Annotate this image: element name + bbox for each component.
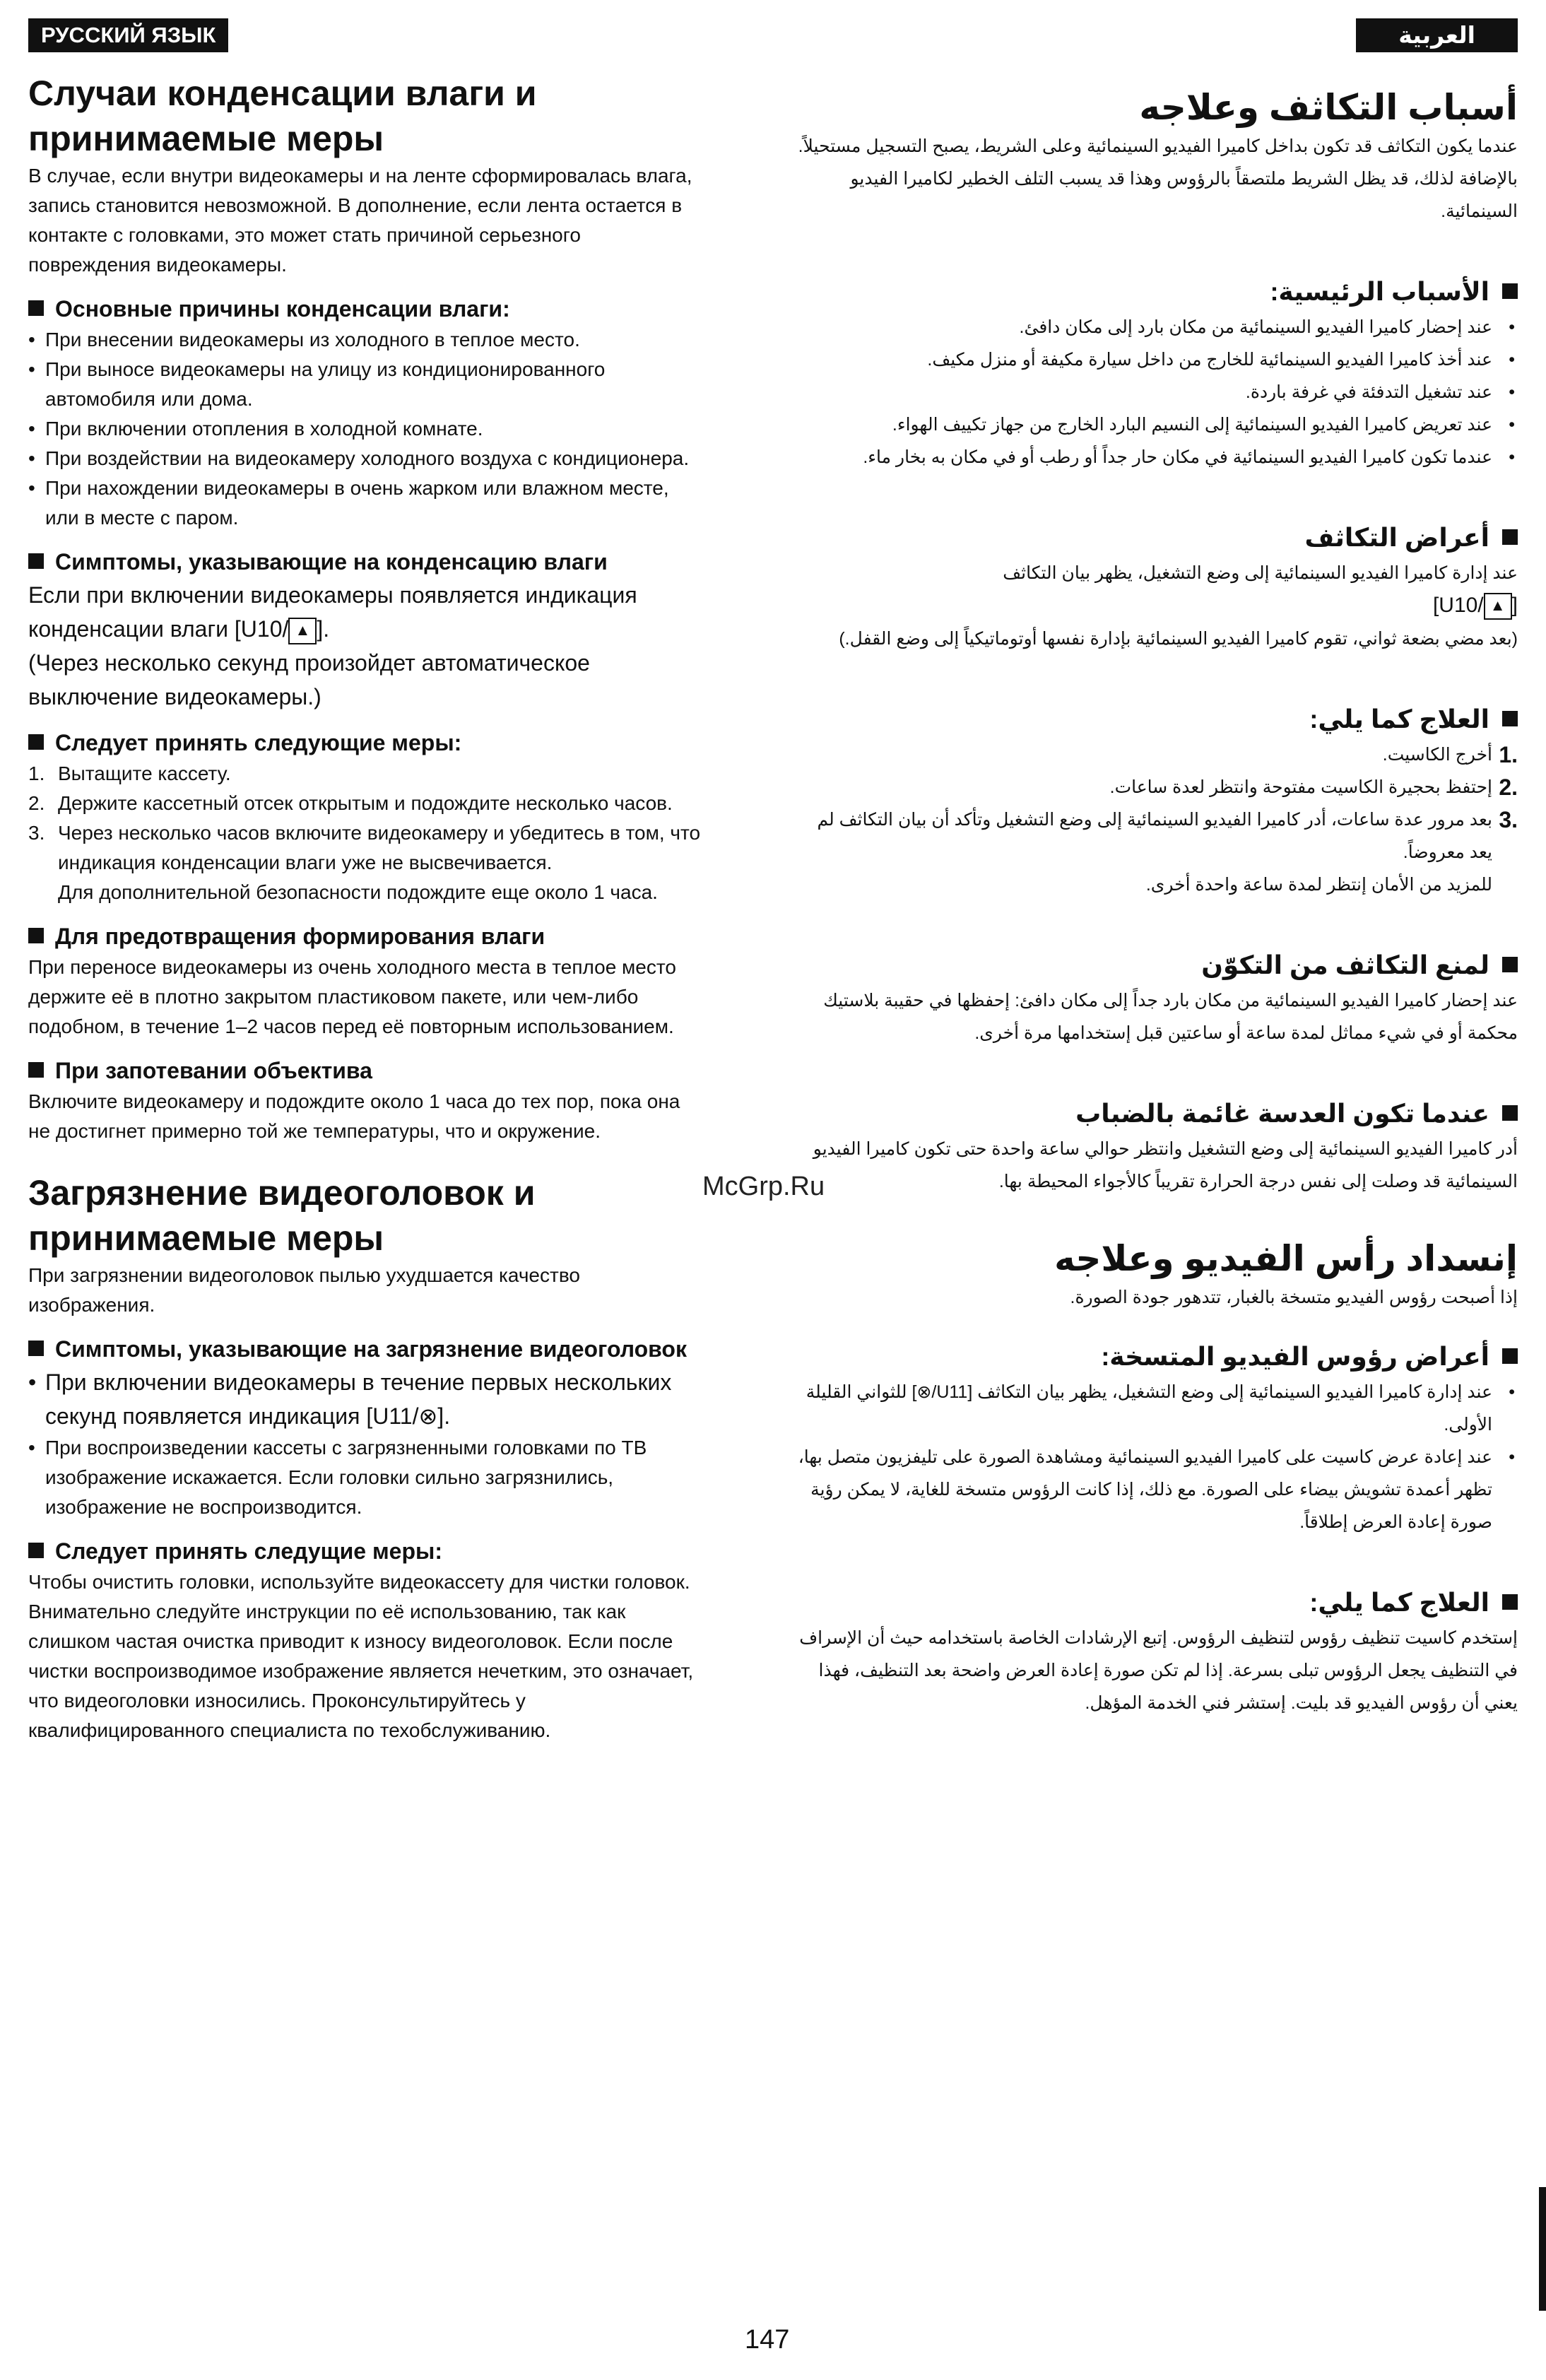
- bullet-square-icon: [28, 928, 44, 943]
- heads-measures-heading-ar: العلاج كما يلي:: [797, 1584, 1518, 1622]
- heads-measures-heading: Следует принять следущие меры:: [28, 1535, 707, 1567]
- section-title-condensation: Случаи конденсации влаги и принимаемые меры: [28, 73, 537, 158]
- bullet-square-icon: [1502, 1594, 1518, 1610]
- list-item: 3. Через несколько часов включите видеокамеру и убедитесь в том, что индикация конденсации влаги уже не высвечивается. Для дополнительной безопасности подождите еще около 1 часа.: [28, 822, 701, 903]
- heads-symptoms-heading: Симптомы, указывающие на загрязнение видеоголовок: [28, 1333, 707, 1365]
- page-number: 147: [745, 2325, 790, 2355]
- bullet-square-icon: [28, 1062, 44, 1078]
- bullet-square-icon: [1502, 529, 1518, 545]
- arabic-column: [797, 71, 1518, 1719]
- list-item: 1. Вытащите кассету.: [28, 762, 231, 784]
- language-tag-russian: РУССКИЙ ЯЗЫК: [28, 18, 228, 52]
- symptoms-note-ar: (بعد مضي بضعة ثواني، تقوم كاميرا الفيديو السينمائية بإدارة نفسها أوتوماتيكياً إلى وضع القفل.): [839, 629, 1518, 649]
- lens-fog-heading-ar: عندما تكون العدسة غائمة بالضباب: [797, 1095, 1518, 1133]
- symptoms-text: Если при включении видеокамеры появляется индикация конденсации влаги [U10/ ▲ ].: [28, 578, 707, 646]
- lens-fog-heading: При запотевании объектива: [28, 1054, 707, 1087]
- heads-symptoms-list-ar: [797, 1376, 1518, 1538]
- heads-measures-text-ar: إستخدم كاسيت تنظيف رؤوس لتنظيف الرؤوس. إتبع الإرشادات الخاصة باستخدامه حيث أن الإسراف في التنظيف يجعل الرؤوس تبلى بسرعة. إذا لم تكن صورة إعادة العرض واضحة بعد التنظيف، فهذا يعني أن رؤوس الفيديو قد بليت. إستشر فني الخدمة المؤهل.: [799, 1628, 1518, 1713]
- list-item: 2. إحتفظ بحجيرة الكاسيت مفتوحة وانتظر لعدة ساعات.: [1109, 774, 1518, 800]
- list-item: • عندما تكون كاميرا الفيديو السينمائية في مكان حار جداً أو رطب أو في مكان به بخار ماء.: [797, 441, 1518, 473]
- condensation-intro-ar: عندما يكون التكاثف قد تكون بداخل كاميرا الفيديو السينمائية وعلى الشريط، يصبح التسجيل مستحيلاً. بالإضافة لذلك، قد يظل الشريط ملتصقاً بالرؤوس وهذا قد يسبب التلف الخطير لكاميرا الفيديو السينمائية.: [798, 136, 1518, 221]
- heads-symptoms-heading-ar: أعراض رؤوس الفيديو المتسخة:: [797, 1338, 1518, 1376]
- russian-column: [28, 71, 707, 1745]
- language-tag-arabic: العربية: [1356, 18, 1518, 52]
- lens-fog-text: Включите видеокамеру и подождите около 1 часа до тех пор, пока она не достигнет примерно той же температуры, что и окружение.: [28, 1090, 680, 1142]
- causes-list-ar: [797, 311, 1518, 473]
- bullet-square-icon: [28, 300, 44, 316]
- list-item: • عند تعريض كاميرا الفيديو السينمائية إلى النسيم البارد الخارج من جهاز تكييف الهواء.: [797, 408, 1518, 441]
- list-item: 2. Держите кассетный отсек открытым и подождите несколько часов.: [28, 792, 673, 814]
- bullet-square-icon: [1502, 1105, 1518, 1121]
- list-item: • При воздействии на видеокамеру холодного воздуха с кондиционера.: [28, 444, 707, 473]
- list-item: • При нахождении видеокамеры в очень жарком или влажном месте, или в месте с паром.: [28, 473, 707, 533]
- causes-list: [28, 325, 707, 533]
- list-item: • При включении видеокамеры в течение первых нескольких секунд появляется индикация [U11/⊗].: [28, 1365, 707, 1433]
- heads-intro: При загрязнении видеоголовок пылью ухудшается качество изображения.: [28, 1264, 580, 1316]
- prevention-heading-ar: لمنع التكاثف من التكوّن: [797, 946, 1518, 984]
- measures-list-ar: [797, 738, 1518, 901]
- condensation-indicator-icon: ▲: [1484, 593, 1512, 620]
- symptoms-text-ar: عند إدارة كاميرا الفيديو السينمائية إلى وضع التشغيل، يظهر بيان التكاثف: [1003, 563, 1518, 583]
- measures-heading: Следует принять следующие меры:: [28, 726, 707, 759]
- list-item: • При внесении видеокамеры из холодного в теплое место.: [28, 325, 707, 355]
- bullet-square-icon: [1502, 957, 1518, 972]
- symptoms-heading-ar: أعراض التكاثف: [797, 519, 1518, 557]
- symptoms-note: (Через несколько секунд произойдет автоматическое выключение видеокамеры.): [28, 650, 590, 709]
- heads-intro-ar: إذا أصبحت رؤوس الفيديو متسخة بالغبار، تتدهور جودة الصورة.: [1070, 1288, 1518, 1307]
- section-title-condensation-ar: أسباب التكاثف وعلاجه: [1139, 88, 1518, 127]
- bullet-square-icon: [28, 734, 44, 750]
- list-item: 1. أخرج الكاسيت.: [1382, 742, 1518, 767]
- prevention-heading: Для предотвращения формирования влаги: [28, 920, 707, 953]
- prevention-text-ar: عند إحضار كاميرا الفيديو السينمائية من مكان بارد جداً إلى مكان دافئ: إحفظها في حقيبة بلاستيك محكمة أو في شيء مماثل لمدة ساعة أو ساعتين قبل إستخدامها مرة أخرى.: [823, 991, 1518, 1043]
- list-item: • عند تشغيل التدفئة في غرفة باردة.: [797, 376, 1518, 408]
- bullet-square-icon: [28, 1341, 44, 1356]
- bullet-square-icon: [1502, 283, 1518, 299]
- condensation-indicator-icon: ▲: [288, 618, 317, 644]
- measures-heading-ar: العلاج كما يلي:: [797, 700, 1518, 738]
- section-title-heads: Загрязнение видеоголовок и принимаемые меры: [28, 1173, 536, 1258]
- list-item: • عند أخذ كاميرا الفيديو السينمائية للخارج من داخل سيارة مكيفة أو منزل مكيف.: [797, 343, 1518, 376]
- list-item: • При выносе видеокамеры на улицу из кондиционированного автомобиля или дома.: [28, 355, 707, 414]
- list-item: • عند إدارة كاميرا الفيديو السينمائية إلى وضع التشغيل، يظهر بيان التكاثف [U11/⊗] للثواني القليلة الأولى.: [797, 1376, 1518, 1441]
- condensation-intro: В случае, если внутри видеокамеры и на ленте сформировалась влага, запись становится невозможной. В дополнение, если лента остается в контакте с головками, это может стать причиной серьезного повреждения видеокамеры.: [28, 165, 692, 276]
- watermark: McGrp.Ru: [702, 1172, 825, 1201]
- section-title-heads-ar: إنسداد رأس الفيديو وعلاجه: [1054, 1239, 1518, 1278]
- list-item: 3. بعد مرور عدة ساعات، أدر كاميرا الفيديو السينمائية إلى وضع التشغيل وتأكد أن بيان التكاثف لم يعد معروضاً. للمزيد من الأمان إنتظر لمدة ساعة واحدة أخرى.: [817, 807, 1518, 895]
- lens-fog-text-ar: أدر كاميرا الفيديو السينمائية إلى وضع التشغيل وانتظر حوالي ساعة واحدة حتى تكون كاميرا الفيديو السينمائية قد وصلت إلى نفس درجة الحرارة تقريباً كالأجواء المحيطة بها.: [813, 1139, 1518, 1191]
- heads-symptoms-list: [28, 1365, 707, 1522]
- bullet-square-icon: [28, 1543, 44, 1558]
- list-item: • عند إعادة عرض كاسيت على كاميرا الفيديو السينمائية ومشاهدة الصورة على تليفزيون متصل بها، تظهر أعمدة تشويش بيضاء على الصورة. مع ذلك، إذا كانت الرؤوس متسخة للغاية، لا يمكن رؤية صورة إعادة العرض إطلاقاً.: [797, 1441, 1518, 1538]
- bullet-square-icon: [28, 553, 44, 569]
- symptoms-heading: Симптомы, указывающие на конденсацию влаги: [28, 546, 707, 578]
- symptoms-indicator-ar: [U10/ ▲ ]: [797, 589, 1518, 623]
- measures-list: [28, 759, 707, 907]
- heads-measures-text: Чтобы очистить головки, используйте видеокассету для чистки головок. Внимательно следуйте инструкции по её использованию, так как слишком частая очистка приводит к износу видеоголовок. Если после чистки воспроизводимое изображение является нечетким, это означает, что видеоголовки износились. Проконсультируйтесь у квалифицированного специалиста по техобслуживанию.: [28, 1571, 694, 1741]
- list-item: • При воспроизведении кассеты с загрязненными головками по ТВ изображение искажается. Если головки сильно загрязнились, изображение не воспроизводится.: [28, 1433, 707, 1522]
- causes-heading: Основные причины конденсации влаги:: [28, 293, 707, 325]
- bullet-square-icon: [1502, 1348, 1518, 1364]
- list-item: • При включении отопления в холодной комнате.: [28, 414, 707, 444]
- edge-mark: [1539, 2187, 1546, 2311]
- prevention-text: При переносе видеокамеры из очень холодного места в теплое место держите её в плотно закрытом пластиковом пакете, или чем-либо подобном, в течение 1–2 часов перед её повторным использованием.: [28, 956, 676, 1037]
- bullet-square-icon: [1502, 711, 1518, 726]
- list-item: • عند إحضار كاميرا الفيديو السينمائية من مكان بارد إلى مكان دافئ.: [797, 311, 1518, 343]
- causes-heading-ar: الأسباب الرئيسية:: [797, 273, 1518, 311]
